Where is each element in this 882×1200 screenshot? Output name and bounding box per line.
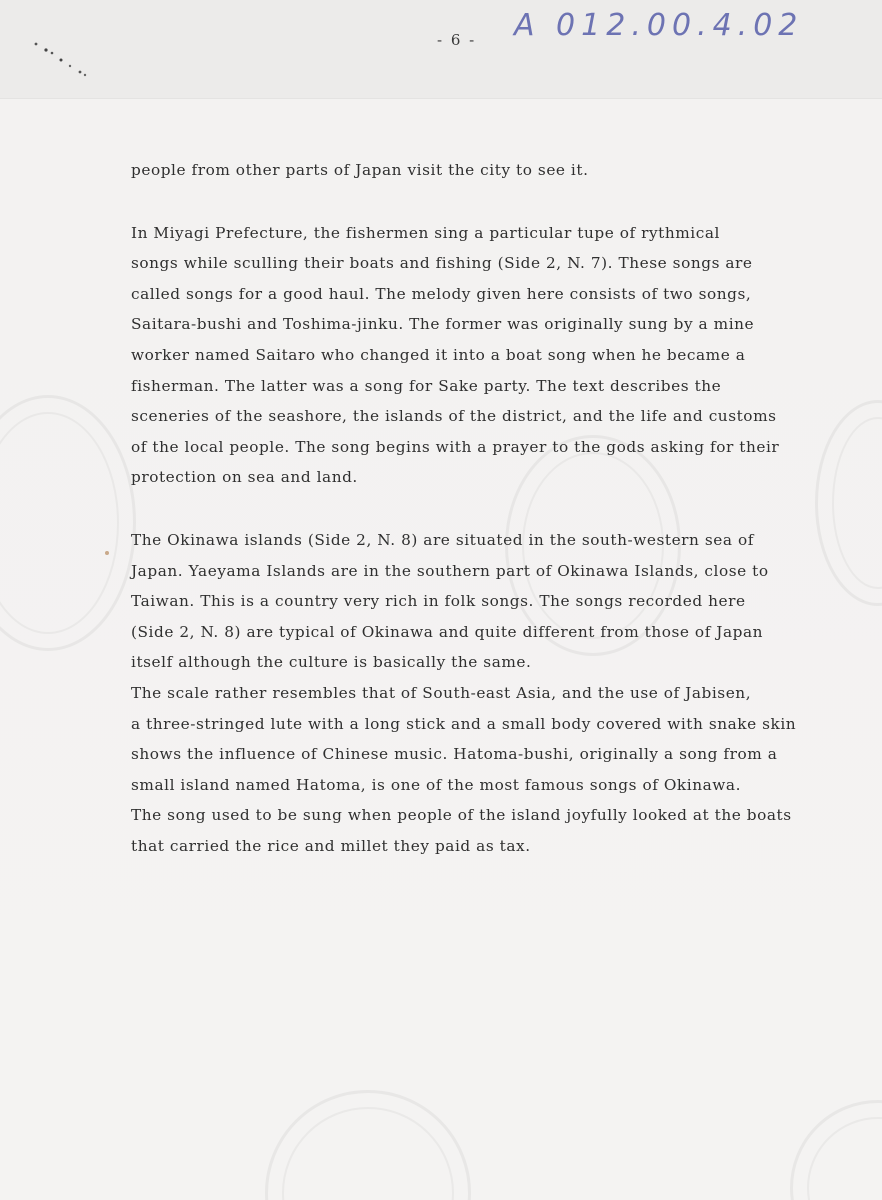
text-line: called songs for a good haul. The melody given here consists of two songs, [131, 284, 752, 303]
text-line: that carried the rice and millet they paid as tax. [131, 836, 531, 855]
text-line: a three-stringed lute with a long stick and a small body covered with snake skin [131, 714, 797, 733]
text-line: In Miyagi Prefecture, the fishermen sing a particular tupe of rythmical [131, 223, 720, 242]
text-line: sceneries of the seashore, the islands of the district, and the life and customs [131, 407, 777, 426]
faint-stamp-bottom-right [790, 1100, 882, 1200]
faint-stamp-left [0, 395, 136, 651]
text-line: small island named Hatoma, is one of the most famous songs of Okinawa. [131, 775, 741, 794]
page-number: - 6 - [437, 31, 477, 49]
paper-speck [105, 551, 109, 555]
text-line: songs while sculling their boats and fishing (Side 2, N. 7). These songs are [131, 254, 753, 273]
corner-ink-marks [28, 36, 98, 86]
document-body [131, 155, 851, 861]
text-line: Japan. Yaeyama Islands are in the southern part of Okinawa Islands, close to [131, 561, 769, 580]
paragraph-gap [131, 493, 851, 525]
text-line: people from other parts of Japan visit the city to see it. [131, 161, 589, 179]
text-line: protection on sea and land. [131, 468, 358, 487]
text-line: Taiwan. This is a country very rich in folk songs. The songs recorded here [131, 592, 746, 611]
archive-reference-handwritten: A 012.00.4.02 [514, 8, 804, 43]
paragraph-gap [131, 186, 851, 218]
faint-stamp-bottom-center [265, 1090, 471, 1200]
text-line: (Side 2, N. 8) are typical of Okinawa and quite different from those of Japan [131, 622, 764, 641]
text-line: worker named Saitaro who changed it into a boat song when he became a [131, 345, 746, 364]
text-line: shows the influence of Chinese music. Hatoma-bushi, originally a song from a [131, 745, 778, 764]
text-line: itself although the culture is basically the same. [131, 653, 532, 672]
text-line: The Okinawa islands (Side 2, N. 8) are situated in the south-western sea of [131, 530, 754, 549]
text-line: of the local people. The song begins with a prayer to the gods asking for their [131, 437, 780, 456]
text-line: fisherman. The latter was a song for Sake party. The text describes the [131, 376, 722, 395]
text-line: Saitara-bushi and Toshima-jinku. The former was originally sung by a mine [131, 315, 755, 334]
text-line: The scale rather resembles that of South-east Asia, and the use of Jabisen, [131, 683, 752, 702]
text-line: The song used to be sung when people of the island joyfully looked at the boats [131, 806, 792, 825]
